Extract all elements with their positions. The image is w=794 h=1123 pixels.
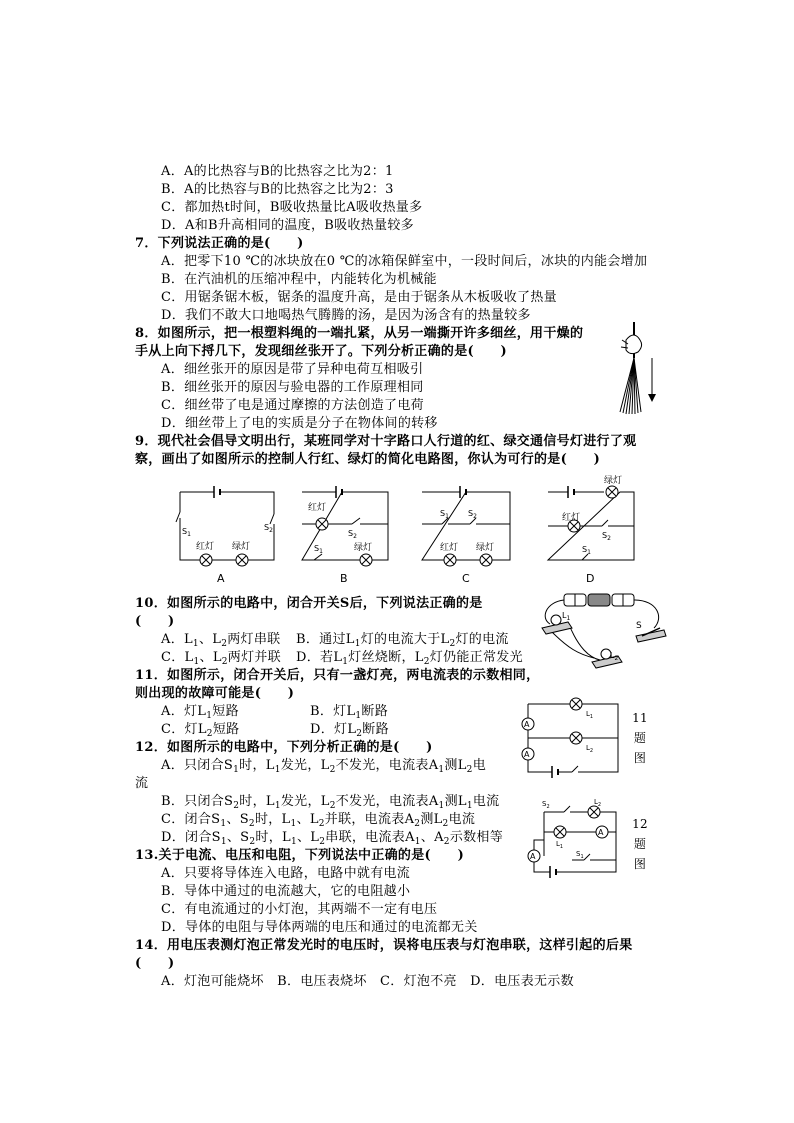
q6-option-a: A．A的比热容与B的比热容之比为2：1 [161, 164, 394, 179]
q9b-label: B [340, 572, 348, 585]
q6-option-d: D．A和B升高相同的温度，B吸收热量较多 [161, 218, 414, 233]
q9c-label: C [462, 572, 470, 585]
q9d-green-label: 绿灯 [604, 476, 623, 486]
q9b-s1-label: $S_1$ [314, 544, 323, 555]
q12-option-b: B．只闭合$S_2$时，$L_1$发光，$L_2$不发光，电流表$A_1$测$L_1$电流 [161, 794, 500, 811]
q9b-red-label: 红灯 [308, 503, 327, 513]
q9-diagram-d [542, 476, 642, 584]
q9c-red-label: 红灯 [440, 543, 459, 553]
q7-option-c: C．用锯条锯木板，锯条的温度升高，是由于锯条从木板吸收了热量 [161, 290, 557, 305]
q14-stem-line2: ( ) [135, 956, 175, 971]
q10-figure [538, 588, 668, 680]
q12-ammeter2: A [598, 828, 604, 837]
q8-figure [612, 318, 662, 418]
q12-s2-label: $S_2$ [542, 800, 550, 810]
q9d-red-label: 红灯 [562, 513, 581, 523]
q9c-s2-label: $S_2$ [468, 509, 477, 520]
q8-option-b: B．细丝张开的原因与验电器的工作原理相同 [161, 380, 424, 395]
q10-l2-label: $L_2$ [610, 651, 619, 662]
q11-figure [518, 694, 630, 780]
q11-stem-line1: 11．如图所示，闭合开关后，只有一盏灯亮，两电流表的示数相同， [135, 668, 540, 683]
q9a-green-label: 绿灯 [232, 542, 251, 552]
q9c-s1-label: $S_1$ [440, 509, 449, 520]
q11-l2-label: $L_2$ [586, 744, 594, 754]
q11-option-b: B．灯$L_1$断路 [310, 704, 389, 721]
q10-stem-line2: ( ) [135, 614, 175, 629]
q12-l1-label: $L_1$ [556, 840, 564, 850]
q12-figure-label: 12 题 图 [632, 817, 648, 871]
q9-diagram-c [416, 484, 516, 584]
q11-option-c: C．灯$L_2$短路 [161, 722, 240, 739]
q8-option-a: A．细丝张开的原因是带了异种电荷互相吸引 [161, 362, 424, 377]
q7-option-b: B．在汽油机的压缩冲程中，内能转化为机械能 [161, 272, 437, 287]
q12-option-c: C．闭合$S_1$、$S_2$时，$L_1$、$L_2$并联，电流表$A_2$测$L_2$电流 [161, 812, 476, 829]
q6-option-b: B．A的比热容与B的比热容之比为2：3 [161, 182, 394, 197]
q8-stem-line2: 手从上向下捋几下，发现细丝张开了。下列分析正确的是( ) [135, 344, 508, 359]
q12-stem: 12．如图所示的电路中，下列分析正确的是( ) [135, 740, 433, 755]
q9b-green-label: 绿灯 [354, 543, 373, 553]
q11-ammeter2: A [524, 750, 530, 759]
q12-option-a-cont: 流 [135, 776, 149, 791]
q13-option-b: B．导体中通过的电流越大，它的电阻越小 [161, 884, 411, 899]
q11-option-a: A．灯$L_1$短路 [161, 704, 239, 721]
q11-l1-label: $L_1$ [586, 710, 594, 720]
q8-stem-line1: 8．如图所示，把一根塑料绳的一端扎紧，从另一端撕开许多细丝，用干燥的 [135, 326, 584, 341]
q13-option-d: D．导体的电阻与导体两端的电压和通过的电流都无关 [161, 920, 478, 935]
q7-option-a: A．把零下10 ℃的冰块放在0 ℃的冰箱保鲜室中，一段时间后，冰块的内能会增加 [161, 254, 648, 269]
q9-diagram-b [296, 484, 396, 584]
q11-stem-line2: 则出现的故障可能是( ) [135, 686, 295, 701]
q11-ammeter1: A [524, 720, 530, 729]
q9a-s1-label: $S_1$ [182, 527, 191, 538]
q9-stem-line1: 9．现代社会倡导文明出行，某班同学对十字路口人行道的红、绿交通信号灯进行了观 [135, 434, 637, 449]
q11-option-d: D．灯$L_2$断路 [310, 722, 389, 739]
q9d-label: D [586, 572, 595, 585]
q10-s-label: S [636, 621, 642, 631]
q14-options: A．灯泡可能烧坏 B．电压表烧坏 C．灯泡不亮 D．电压表无示数 [161, 974, 574, 989]
q13-option-a: A．只要将导体连入电路，电路中就有电流 [161, 866, 411, 881]
q9d-s1-label: $S_1$ [582, 545, 591, 556]
q8-option-d: D．细丝带上了电的实质是分子在物体间的转移 [161, 416, 438, 431]
q8-option-c: C．细丝带了电是通过摩擦的方法创造了电荷 [161, 398, 424, 413]
q10-stem-line1: 10．如图所示的电路中，闭合开关S后，下列说法正确的是 [135, 596, 483, 611]
q10-option-d: D．若$L_1$灯丝烧断，$L_2$灯仍能正常发光 [296, 650, 523, 667]
q11-figure-label: 11 题 图 [632, 711, 648, 765]
q12-ammeter1: A [530, 852, 536, 861]
q12-option-a: A．只闭合$S_1$时，$L_1$发光，$L_2$不发光，电流表$A_1$测$L_2$电 [161, 758, 486, 775]
q13-stem: 13.关于电流、电压和电阻，下列说法中正确的是( ) [135, 848, 465, 863]
q10-l1-label: $L_1$ [562, 611, 571, 622]
q12-figure [520, 796, 626, 882]
q6-option-c: C．都加热t时间，B吸收热量比A吸收热量多 [161, 200, 423, 215]
q14-stem-line1: 14．用电压表测灯泡正常发光时的电压时，误将电压表与灯泡串联，这样引起的后果 [135, 938, 633, 953]
q9-diagram-a [172, 484, 282, 584]
q12-s1-label: $S_1$ [576, 850, 584, 860]
q9a-red-label: 红灯 [196, 542, 215, 552]
q9b-s2-label: $S_2$ [348, 529, 357, 540]
q9d-s2-label: $S_2$ [602, 531, 611, 542]
q10-option-b: B．通过$L_1$灯的电流大于$L_2$灯的电流 [296, 632, 509, 649]
q7-stem: 7．下列说法正确的是( ) [135, 236, 304, 251]
q13-option-c: C．有电流通过的小灯泡，其两端不一定有电压 [161, 902, 438, 917]
q12-option-d: D．闭合$S_1$、$S_2$时，$L_1$、$L_2$串联，电流表$A_1$、$A_2$示数相等 [161, 830, 504, 847]
q12-l2-label: $L_2$ [594, 798, 602, 808]
q9a-label: A [217, 572, 225, 585]
q9a-s2-label: $S_2$ [264, 523, 273, 534]
q10-option-a: A．$L_1$、$L_2$两灯串联 [161, 632, 281, 649]
q9-stem-line2: 察，画出了如图所示的控制人行红、绿灯的简化电路图，你认为可行的是( ) [135, 452, 601, 467]
q7-option-d: D．我们不敢大口地喝热气腾腾的汤，是因为汤含有的热量较多 [161, 308, 531, 323]
q10-option-c: C．$L_1$、$L_2$两灯并联 [161, 650, 281, 667]
q9c-green-label: 绿灯 [476, 543, 495, 553]
